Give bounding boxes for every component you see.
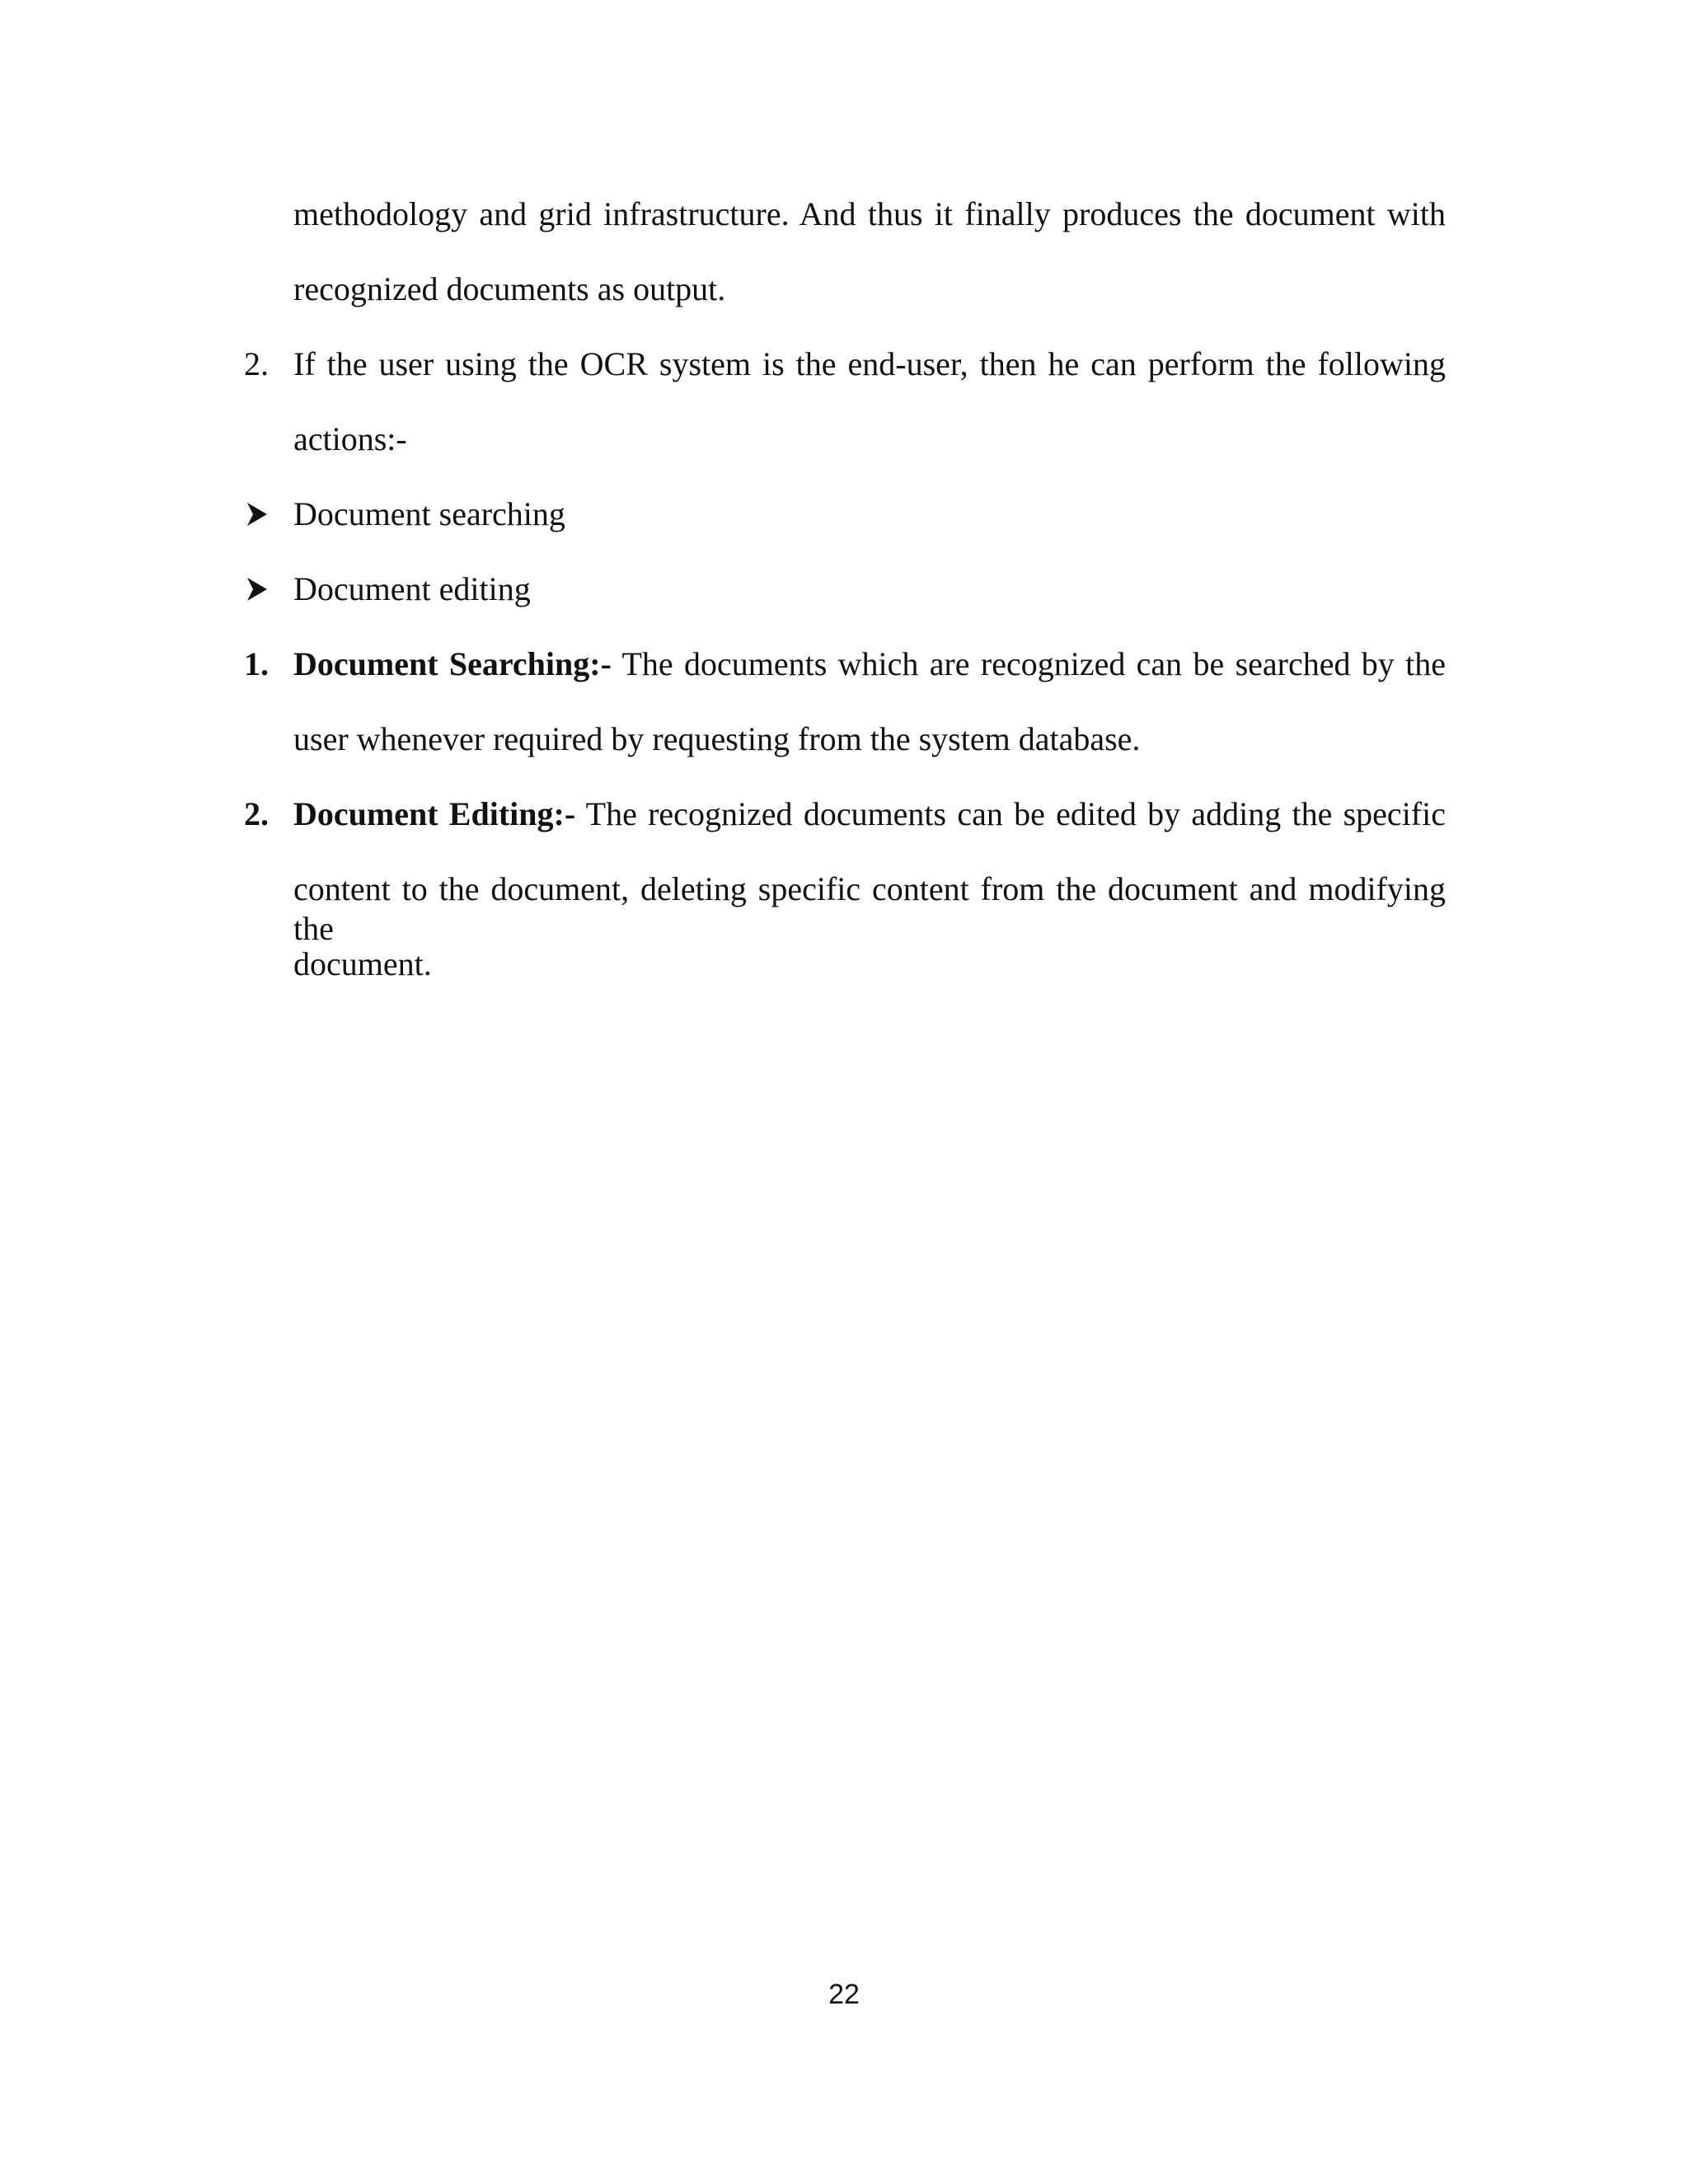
item-2-number: 2. [244, 345, 269, 382]
arrow-bullet-icon [246, 576, 269, 602]
definition-2-line-1 [293, 794, 1446, 834]
continuation-line-2: recognized documents as output. [293, 270, 726, 307]
continuation-line-1: methodology and grid infrastructure. And thus it finally produces the document with [293, 195, 1446, 232]
bullet-document-editing: Document editing [293, 570, 531, 607]
definition-2-term: Document Editing:- [293, 795, 576, 832]
definition-1-term: Document Searching:- [293, 645, 612, 682]
item-2-line-2: actions:- [293, 420, 407, 457]
arrow-bullet-icon [246, 501, 269, 527]
definition-2-line-3: document. [293, 945, 432, 982]
page-number: 22 [828, 1979, 860, 2010]
bullet-document-searching: Document searching [293, 495, 565, 532]
definition-2-number: 2. [244, 795, 269, 832]
definition-1-number: 1. [244, 645, 269, 682]
definition-2-text: The recognized documents can be edited by adding the specific [585, 795, 1446, 832]
definition-2-line-2: content to the document, deleting specific content from the document and modifying the [293, 870, 1446, 947]
definition-1-line-2: user whenever required by requesting from the system database. [293, 720, 1141, 757]
item-2-line-1: If the user using the OCR system is the end-user, then he can perform the following [293, 345, 1446, 382]
definition-1-text: The documents which are recognized can be searched by the [621, 645, 1446, 682]
definition-1-line-1 [293, 644, 1446, 684]
